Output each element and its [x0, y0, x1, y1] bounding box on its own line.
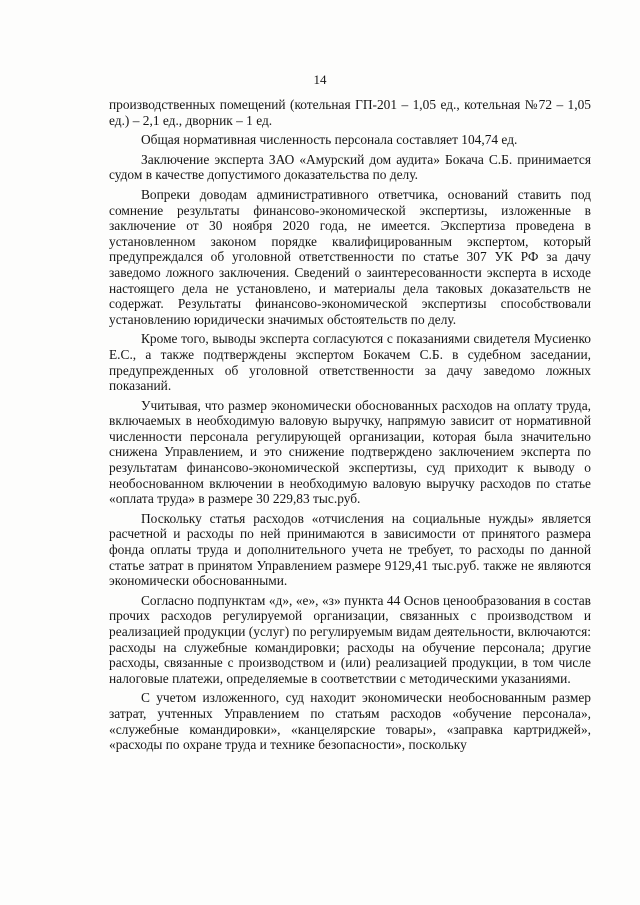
- page-number: 14: [313, 72, 327, 87]
- paragraph-staff-total: Общая нормативная численность персонала составляет 104,74 ед.: [141, 132, 518, 148]
- paragraph-witness: Кроме того, выводы эксперта согласуются с показаниями свидетеля Мусиенко Е.С., а также подтверждены экспертом Бокачем С.Б. в судебном заседании, предупрежденных об уголовной ответственности за дачу заведомо ложных показаний.: [109, 331, 591, 394]
- paragraph-unjustified-costs: С учетом изложенного, суд находит экономически необоснованным размер затрат, учтенных Управлением по статьям расходов «обучение персонала», «служебные командировки», «канцелярские товары», «заправка картриджей», «расходы по охране труда и технике безопасности», поскольку: [109, 690, 591, 753]
- paragraph-pricing-basics: Согласно подпунктам «д», «е», «з» пункта 44 Основ ценообразования в состав прочих расходов регулируемой организации, связанных с производством и реализацией продукции (услуг) по регулируемым видам деятельности, включаются: расходы на служебные командировки; расходы на обучение персонала; другие расходы, связанные с производством и (или) реализацией продукции, в том числе налоговые платежи, определяемые в соответствии с методическими указаниями.: [109, 592, 591, 686]
- paragraph-labor-costs: Учитывая, что размер экономически обоснованных расходов на оплату труда, включаемых в необходимую валовую выручку, напрямую зависит от нормативной численности персонала регулирующей организации, которая была значительно снижена Управлением, и это снижение подтверждено заключением эксперта по результатам финансово-экономической экспертизы, суд приходит к выводу о необоснованном включении в необходимую валовую выручку расходов по статье «оплата труда» в размере 30 229,83 тыс.руб.: [109, 397, 591, 507]
- paragraph-continuation: производственных помещений (котельная ГП-201 – 1,05 ед., котельная №72 – 1,05 ед.) – 2,1 ед., дворник – 1 ед.: [109, 97, 591, 128]
- paragraph-social-contributions: Поскольку статья расходов «отчисления на социальные нужды» является расчетной и расходы по ней принимаются в зависимости от принятого размера фонда оплаты труда и дополнительного учета не требует, то расходы по данной статье затрат в принятом Управлением размере 9129,41 тыс.руб. также не являются экономически обоснованными.: [109, 510, 591, 589]
- paragraph-expert-conclusion: Заключение эксперта ЗАО «Амурский дом аудита» Бокача С.Б. принимается судом в качестве допустимого доказательства по делу.: [109, 151, 591, 183]
- paragraph-expertise-validity: Вопреки доводам административного ответчика, оснований ставить под сомнение результаты финансово-экономической экспертизы, изложенные в заключение от 30 ноября 2020 года, не имеется. Экспертиза проведена в установленном законом порядке квалифицированным экспертом, который предупреждался об уголовной ответственности по статье 307 УК РФ за дачу заведомо ложного заключения. Сведений о заинтересованности эксперта в исходе настоящего дела не установлено, и материалы дела таковых доказательств не содержат. Результаты финансово-экономической экспертизы способствовали установлению юридически значимых обстоятельств по делу.: [109, 186, 591, 327]
- document-body: [109, 97, 591, 757]
